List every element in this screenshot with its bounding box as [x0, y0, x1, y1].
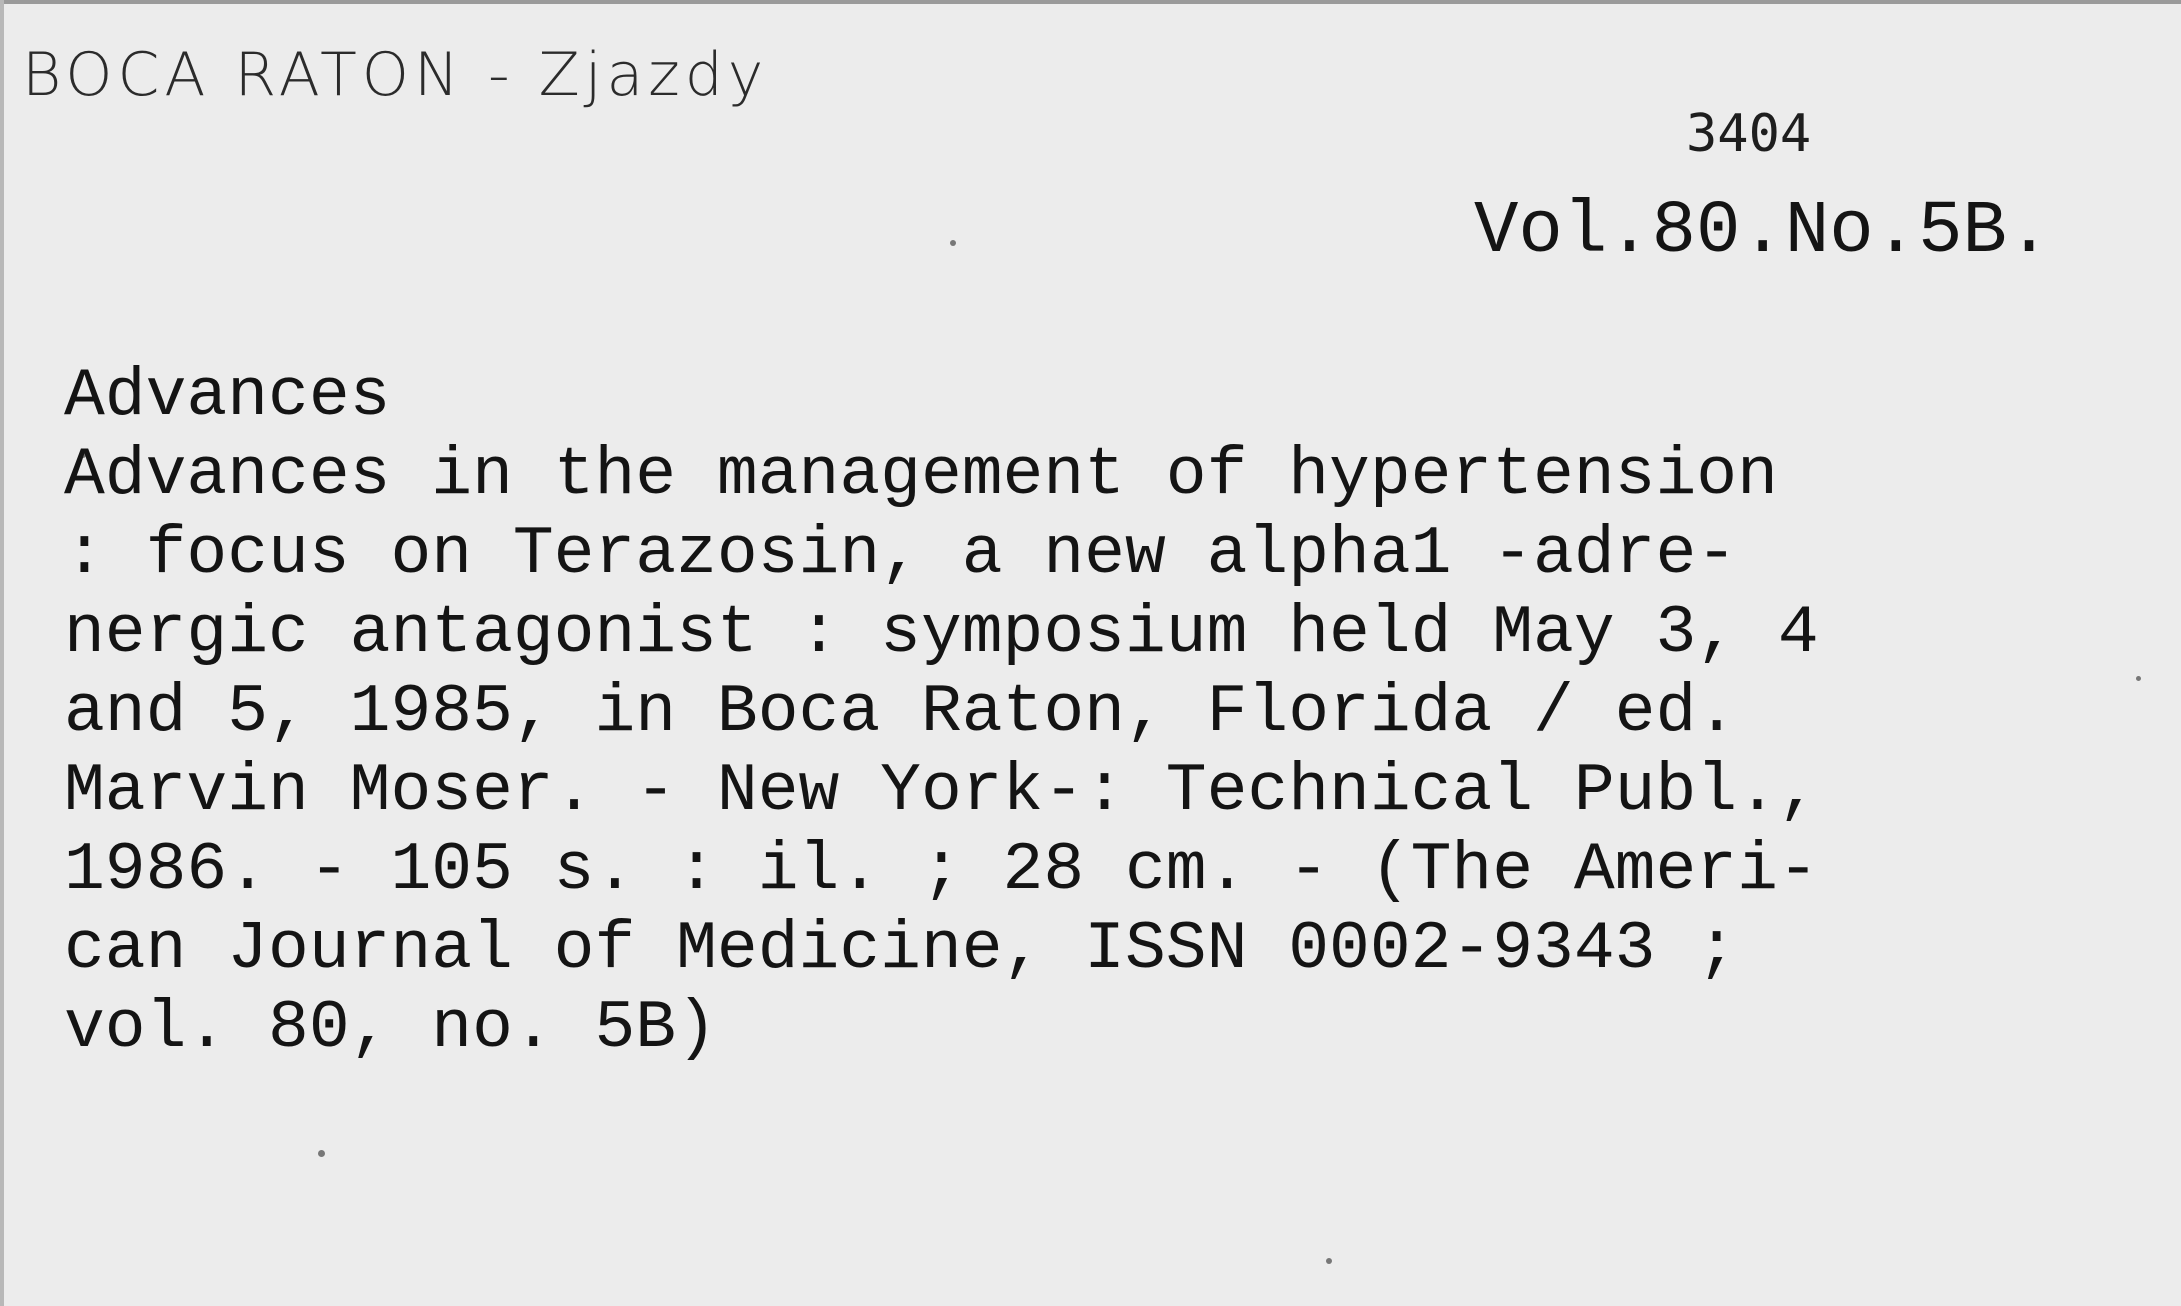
- description-line: can Journal of Medicine, ISSN 0002-9343 ;: [64, 911, 1738, 988]
- handwritten-heading: BOCA RATON - Zjazdy: [22, 40, 769, 110]
- dust-speck: [1326, 1258, 1332, 1264]
- dust-speck: [950, 240, 956, 246]
- description-line: Advances in the management of hypertension: [64, 437, 1778, 514]
- card-top-edge: [0, 0, 2181, 4]
- description-line: 1986. - 105 s. : il. ; 28 cm. - (The Ameri-: [64, 832, 1819, 909]
- volume-number: Vol.80.No.5B.: [1474, 190, 2052, 274]
- dust-speck: [318, 1150, 325, 1157]
- description-line: vol. 80, no. 5B): [64, 990, 717, 1067]
- dust-speck: [2136, 676, 2141, 681]
- description-line: : focus on Terazosin, a new alpha1 -adre-: [64, 516, 1738, 593]
- description-line: and 5, 1985, in Boca Raton, Florida / ed.: [64, 674, 1738, 751]
- bibliographic-description: [64, 436, 1819, 1068]
- call-number: 3404: [1686, 104, 1812, 164]
- entry-heading: Advances: [64, 358, 391, 435]
- description-line: nergic antagonist : symposium held May 3, 4: [64, 595, 1819, 672]
- card-left-edge: [0, 0, 4, 1306]
- description-line: Marvin Moser. - New York-: Technical Publ.,: [64, 753, 1819, 830]
